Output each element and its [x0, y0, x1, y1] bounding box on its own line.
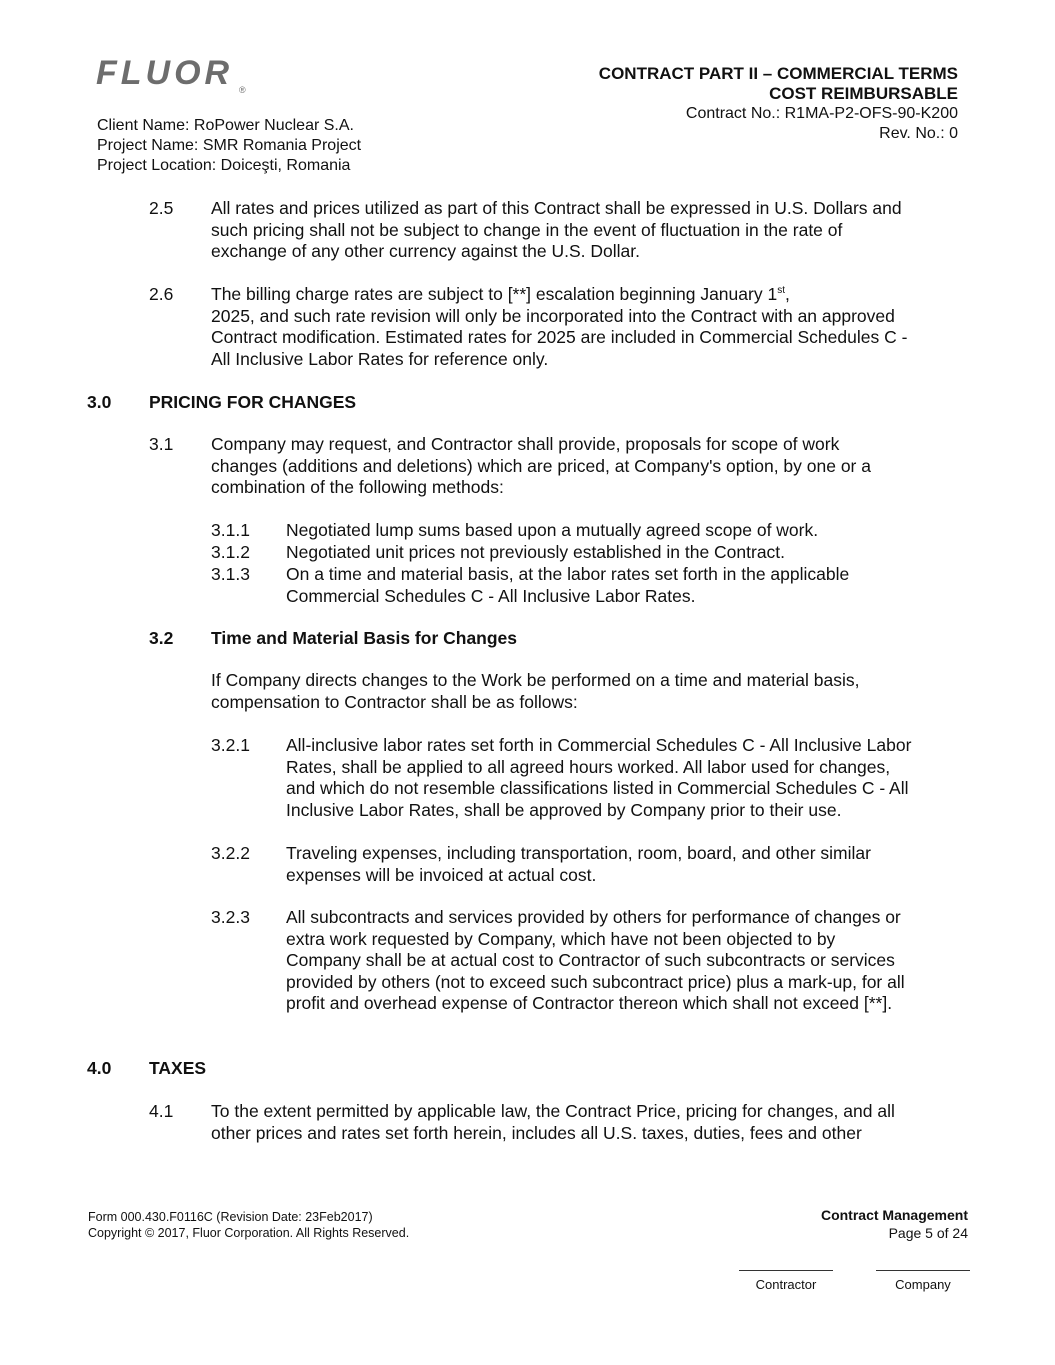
section-title: Time and Material Basis for Changes: [211, 628, 518, 648]
contractor-signature: [739, 1270, 833, 1292]
fluor-logo: FLUOR: [96, 54, 234, 92]
section-number: 2.5: [149, 198, 174, 218]
text-line: To the extent permitted by applicable law, the Contract Price, pricing for changes, and all: [211, 1101, 895, 1121]
text-line: Commercial Schedules C - All Inclusive Labor Rates.: [286, 585, 696, 606]
text-line: profit and overhead expense of Contractor thereon which shall not exceed [**].: [286, 993, 893, 1013]
section-text: [211, 434, 871, 499]
text-line: expenses will be invoiced at actual cost.: [286, 864, 597, 885]
text-line: Rates, shall be applied to all agreed hours worked. All labor used for changes,: [286, 756, 891, 777]
client-info: [97, 116, 361, 176]
text-line: provided by others (not to exceed such subcontract price) plus a mark-up, for all: [286, 971, 905, 992]
project-name: Project Name: SMR Romania Project: [97, 137, 362, 154]
section-text: Negotiated lump sums based upon a mutually agreed scope of work.: [286, 520, 819, 540]
text-line: On a time and material basis, at the labor rates set forth in the applicable: [286, 564, 850, 584]
section-text: [286, 564, 849, 607]
signature-line: [876, 1270, 970, 1277]
footer-page-info: [821, 1206, 968, 1242]
page-number: Page 5 of 24: [888, 1225, 968, 1241]
text-fragment: ,: [784, 284, 790, 304]
section-text: [211, 284, 1001, 370]
text-line: changes (additions and deletions) which are priced, at Company's option, by one or a: [211, 455, 871, 476]
section-text: [286, 907, 905, 1015]
signature-line: [739, 1270, 833, 1277]
text-line: Traveling expenses, including transportation, room, board, and other similar: [286, 843, 871, 863]
text-line: combination of the following methods:: [211, 477, 504, 497]
text-line: such pricing shall not be subject to change in the event of fluctuation in the rate of: [211, 219, 843, 240]
document-title-block: [599, 64, 958, 144]
section-number: 3.2: [149, 628, 174, 648]
signature-label: Company: [895, 1277, 951, 1292]
text-line: If Company directs changes to the Work be performed on a time and material basis,: [211, 670, 860, 690]
text-line: Inclusive Labor Rates, shall be approved by Company prior to their use.: [286, 799, 842, 820]
section-number: 3.0: [87, 392, 112, 412]
section-text: [286, 735, 911, 821]
section-number: 3.2.1: [211, 735, 250, 755]
section-number: 4.0: [87, 1058, 112, 1078]
section-text: [211, 1101, 895, 1144]
text-line: exchange of any other currency against the U.S. Dollar.: [211, 241, 640, 261]
section-title: PRICING FOR CHANGES: [149, 392, 357, 412]
text-fragment: The billing charge rates are subject to [**] escalation beginning January 1: [211, 284, 778, 304]
text-line: compensation to Contractor shall be as follows:: [211, 691, 578, 712]
text-line: All-inclusive labor rates set forth in Commercial Schedules C - All Inclusive Labor: [286, 735, 912, 755]
text-line: Company shall be at actual cost to Contractor of such subcontracts or services: [286, 950, 895, 970]
section-number: 3.1.3: [211, 564, 250, 584]
section-number: 3.1: [149, 434, 174, 454]
section-number: 3.1.2: [211, 542, 250, 562]
section-text: [286, 843, 871, 886]
registered-mark: ®: [239, 85, 246, 95]
section-number: 3.2.2: [211, 843, 250, 863]
copyright: Copyright © 2017, Fluor Corporation. All Rights Reserved.: [88, 1226, 410, 1240]
text-line: and which do not resemble classifications listed in Commercial Schedules C - All: [286, 778, 909, 798]
contract-number: Contract No.: R1MA-P2-OFS-90-K200: [685, 105, 958, 122]
text-line: 2025, and such rate revision will only be incorporated into the Contract with an approved: [211, 305, 895, 326]
client-name: Client Name: RoPower Nuclear S.A.: [97, 117, 354, 134]
text-line: [211, 284, 1001, 306]
form-number: Form 000.430.F0116C (Revision Date: 23Feb2017): [88, 1210, 373, 1224]
project-location: Project Location: Doiceşti, Romania: [97, 157, 351, 174]
section-text: Negotiated unit prices not previously established in the Contract.: [286, 542, 786, 562]
section-number: 3.1.1: [211, 520, 250, 540]
signature-label: Contractor: [755, 1277, 817, 1292]
title-line-2: COST REIMBURSABLE: [769, 84, 958, 103]
text-line: extra work requested by Company, which have not been objected to by: [286, 928, 836, 949]
title-line-1: CONTRACT PART II – COMMERCIAL TERMS: [598, 64, 958, 83]
revision-number: Rev. No.: 0: [879, 125, 958, 142]
text-line: All rates and prices utilized as part of this Contract shall be expressed in U.S. Dollars and: [211, 198, 902, 218]
text-line: Contract modification. Estimated rates for 2025 are included in Commercial Schedules C -: [211, 327, 908, 347]
text-line: other prices and rates set forth herein, includes all U.S. taxes, duties, fees and other: [211, 1122, 862, 1143]
section-number: 2.6: [149, 284, 174, 304]
section-number: 4.1: [149, 1101, 174, 1121]
text-line: All subcontracts and services provided by others for performance of changes or: [286, 907, 901, 927]
superscript: st: [777, 285, 785, 297]
text-line: All Inclusive Labor Rates for reference only.: [211, 348, 549, 369]
footer-form-info: [88, 1209, 409, 1241]
section-text: [211, 198, 902, 263]
department: Contract Management: [820, 1207, 968, 1223]
section-number: 3.2.3: [211, 907, 250, 927]
text-line: Company may request, and Contractor shall provide, proposals for scope of work: [211, 434, 840, 454]
section-3-2-intro: [211, 670, 859, 713]
section-title: TAXES: [149, 1058, 207, 1078]
company-signature: [876, 1270, 970, 1292]
